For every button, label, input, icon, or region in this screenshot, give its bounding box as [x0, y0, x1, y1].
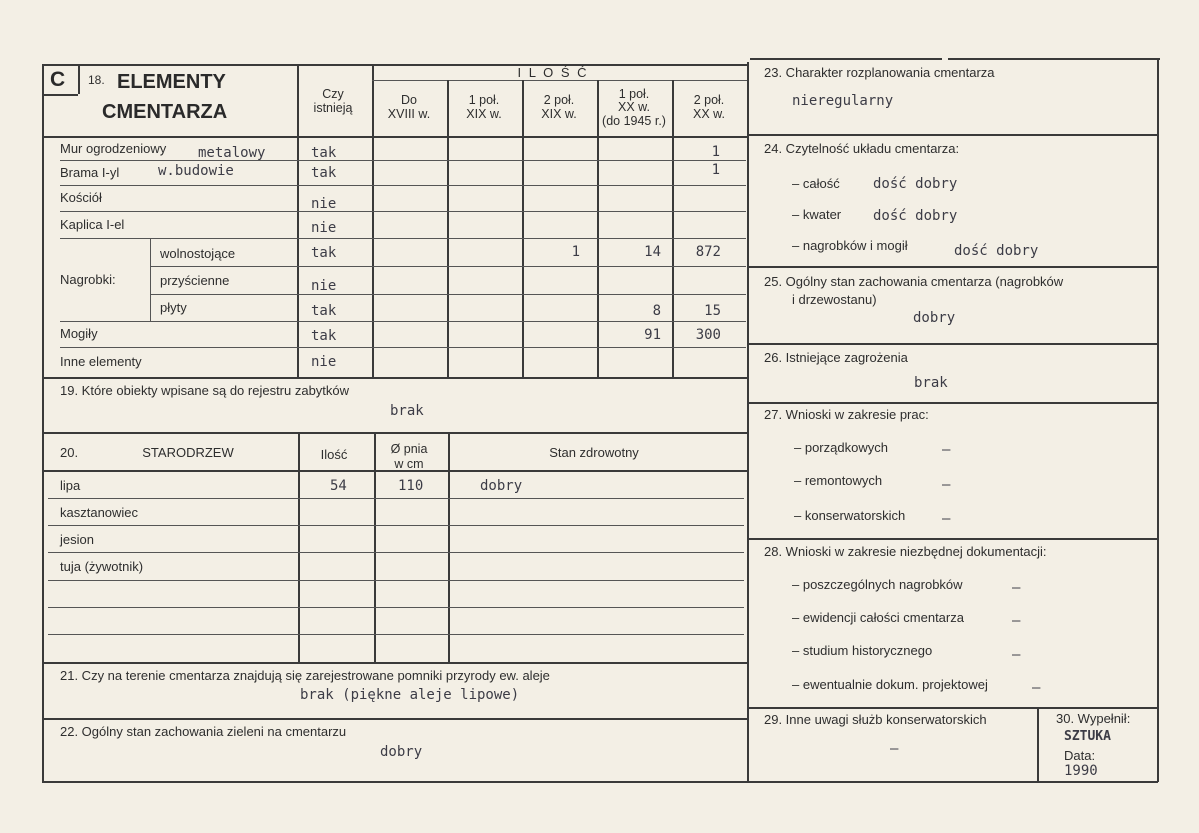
q19-answer: brak — [390, 403, 424, 419]
period4-line1: 1 poł. — [618, 87, 650, 101]
tree-name: kasztanowiec — [60, 505, 139, 520]
q20-col-diam-line1: Ø pnia — [390, 442, 428, 456]
q28-item-label: – poszczególnych nagrobków — [792, 577, 963, 592]
sec19-bottom — [42, 432, 748, 434]
period5-line2: XX w. — [693, 107, 725, 121]
q28-item-label: – ewidencji całości cmentarza — [792, 610, 964, 625]
q24-label: 24. Czytelność układu cmentarza: — [764, 141, 960, 156]
row-line — [60, 211, 746, 212]
sec28-bottom — [749, 707, 1157, 709]
ilosc-under — [372, 80, 747, 81]
sec26-bottom — [749, 402, 1157, 404]
q27-item-label: – konserwatorskich — [794, 508, 906, 523]
section-title-line1: ELEMENTY — [117, 71, 226, 93]
period1-line2: XVIII w. — [387, 107, 431, 121]
row-kaplica-exists: nie — [311, 220, 337, 236]
q27-item-value: – — [942, 442, 951, 458]
row-mogily-label: Mogiły — [60, 326, 98, 341]
q24-item-value: dość dobry — [954, 243, 1039, 259]
q24-item-label: – całość — [792, 176, 840, 191]
tree-name: jesion — [60, 532, 94, 547]
q24-item-label: – nagrobków i mogił — [792, 238, 908, 253]
q26-answer: brak — [914, 375, 948, 391]
c-box-under — [42, 94, 78, 96]
row-line — [60, 160, 746, 161]
q20-col-health — [448, 432, 450, 662]
q29-label: 29. Inne uwagi służb konserwatorskich — [764, 712, 987, 727]
row-przysc-label: przyścienne — [160, 273, 230, 288]
row-wolno-label: wolnostojące — [160, 246, 236, 261]
row-line — [60, 347, 746, 348]
col-p1-left — [372, 66, 374, 378]
frame-top-right — [750, 58, 942, 60]
section-title-line2: CMENTARZA — [102, 101, 228, 123]
q20-title: STARODRZEW — [142, 445, 234, 460]
q27-item-value: – — [942, 477, 951, 493]
period3-line2: XIX w. — [541, 107, 577, 121]
q26-label: 26. Istniejące zagrożenia — [764, 350, 908, 365]
frame-left — [42, 64, 44, 782]
frame-right — [1157, 60, 1159, 782]
q23-label: 23. Charakter rozplanowania cmentarza — [764, 65, 995, 80]
row-brama-label: Brama I-yl — [60, 165, 120, 180]
period1-line1: Do — [401, 93, 417, 107]
row-mur-p5: 1 — [711, 144, 720, 160]
row-kosciol-label: Kościół — [60, 190, 102, 205]
q20-row-line — [48, 552, 744, 553]
q23-answer: nieregularny — [792, 93, 894, 109]
q20-row-line — [48, 498, 744, 499]
q20-col-diam-line2: w cm — [394, 457, 424, 471]
sec20-bottom — [42, 662, 748, 664]
col-p3-left — [522, 80, 524, 378]
c-box-divider — [78, 64, 80, 94]
period5-line1: 2 poł. — [693, 93, 725, 107]
section-number: 18. — [88, 73, 105, 87]
q20-row-line — [48, 607, 744, 608]
period3-line1: 2 poł. — [543, 93, 575, 107]
row-wolno-p4: 14 — [644, 244, 661, 260]
q27-item-value: – — [942, 511, 951, 527]
row-mur-label: Mur ogrodzeniowy — [60, 141, 167, 156]
row-plyty-exists: tak — [311, 303, 337, 319]
row-brama-exists: tak — [311, 165, 337, 181]
section-letter: C — [50, 68, 66, 91]
q25-label-line1: 25. Ogólny stan zachowania cmentarza (nagrobków — [764, 274, 1064, 289]
ilosc-header: I L O Ś Ć — [517, 65, 589, 80]
row-kaplica-label: Kaplica I-el — [60, 217, 125, 232]
q28-item-value: – — [1012, 613, 1021, 629]
sec23-bottom — [749, 134, 1157, 136]
q20-number: 20. — [60, 445, 79, 460]
sec21-bottom — [42, 718, 748, 720]
q20-col-health-label: Stan zdrowotny — [549, 445, 639, 460]
q30-label: 30. Wypełnił: — [1056, 711, 1131, 726]
sec18-bottom — [42, 377, 748, 379]
row-wolno-exists: tak — [311, 245, 337, 261]
q28-item-value: – — [1032, 680, 1041, 696]
row-line — [60, 185, 746, 186]
row-line — [150, 266, 746, 267]
header18-bottom — [42, 136, 748, 138]
q20-col-qty-label: Ilość — [320, 447, 348, 462]
row-mur-exists: tak — [311, 145, 337, 161]
q28-item-label: – studium historycznego — [792, 643, 933, 658]
row-plyty-label: płyty — [160, 300, 187, 315]
q22-label: 22. Ogólny stan zachowania zieleni na cmentarzu — [60, 724, 347, 739]
tree-qty: 54 — [330, 478, 347, 494]
q21-label: 21. Czy na terenie cmentarza znajdują się zarejestrowane pomniki przyrody ew. aleje — [60, 668, 550, 683]
frame-top-right2 — [948, 58, 1160, 60]
q19-label: 19. Które obiekty wpisane są do rejestru zabytków — [60, 383, 350, 398]
q25-label-line2: i drzewostanu) — [792, 292, 877, 307]
col-p2-left — [447, 80, 449, 378]
col-exists-left — [297, 66, 299, 378]
col-exists-line2: istnieją — [313, 101, 353, 115]
col-p5-left — [672, 80, 674, 378]
q28-label: 28. Wnioski w zakresie niezbędnej dokumentacji: — [764, 544, 1047, 559]
q27-item-label: – porządkowych — [794, 440, 888, 455]
q30-date: 1990 — [1064, 763, 1098, 779]
q20-col-qty — [298, 432, 300, 662]
q22-answer: dobry — [380, 744, 423, 760]
row-przysc-exists: nie — [311, 278, 337, 294]
q24-item-value: dość dobry — [873, 176, 958, 192]
q20-col-diam — [374, 432, 376, 662]
col-exists-line1: Czy — [322, 87, 344, 101]
row-mur-note: metalowy — [198, 145, 266, 161]
q20-row-line — [48, 580, 744, 581]
row-plyty-p4: 8 — [652, 303, 661, 319]
row-brama-note: w.budowie — [158, 163, 234, 179]
period4-line2: XX w. — [618, 100, 650, 114]
tree-name: tuja (żywotnik) — [60, 559, 144, 574]
q29-answer: – — [890, 741, 899, 757]
q24-item-value: dość dobry — [873, 208, 958, 224]
q28-item-value: – — [1012, 580, 1021, 596]
row-plyty-p5: 15 — [704, 303, 721, 319]
period2-line2: XIX w. — [466, 107, 502, 121]
nagrobki-divider — [150, 238, 151, 321]
row-kosciol-exists: nie — [311, 196, 337, 212]
frame-middle — [747, 62, 749, 782]
row-line — [60, 321, 746, 322]
row-mogily-exists: tak — [311, 328, 337, 344]
row-mogily-p4: 91 — [644, 327, 661, 343]
row-inne-label: Inne elementy — [60, 354, 142, 369]
q28-item-label: – ewentualnie dokum. projektowej — [792, 677, 988, 692]
q21-answer: brak (piękne aleje lipowe) — [300, 687, 520, 703]
sec29-30-divider — [1037, 707, 1039, 782]
q27-label: 27. Wnioski w zakresie prac: — [764, 407, 929, 422]
row-mogily-p5: 300 — [695, 327, 721, 343]
row-brama-p5: 1 — [711, 162, 720, 178]
col-p4-left — [597, 80, 599, 378]
q30-name: SZTUKA — [1064, 729, 1111, 744]
row-line — [60, 238, 746, 239]
tree-diam: 110 — [398, 478, 424, 494]
q24-item-label: – kwater — [792, 207, 842, 222]
q30-date-label: Data: — [1064, 748, 1096, 763]
row-wolno-p5: 872 — [695, 244, 721, 260]
sec25-bottom — [749, 343, 1157, 345]
q25-answer: dobry — [913, 310, 956, 326]
row-inne-exists: nie — [311, 354, 337, 370]
tree-health: dobry — [480, 478, 523, 494]
q28-item-value: – — [1012, 647, 1021, 663]
nagrobki-label: Nagrobki: — [60, 272, 116, 287]
period4-line3: (do 1945 r.) — [602, 114, 666, 128]
q20-row-line — [48, 634, 744, 635]
sec24-bottom — [749, 266, 1157, 268]
q20-row-line — [48, 525, 744, 526]
q27-item-label: – remontowych — [794, 473, 883, 488]
tree-name: lipa — [60, 478, 81, 493]
period2-line1: 1 poł. — [468, 93, 500, 107]
sec27-bottom — [749, 538, 1157, 540]
row-line — [150, 294, 746, 295]
frame-top-left — [42, 64, 748, 66]
frame-bottom — [42, 781, 1158, 783]
row-wolno-p3: 1 — [571, 244, 580, 260]
